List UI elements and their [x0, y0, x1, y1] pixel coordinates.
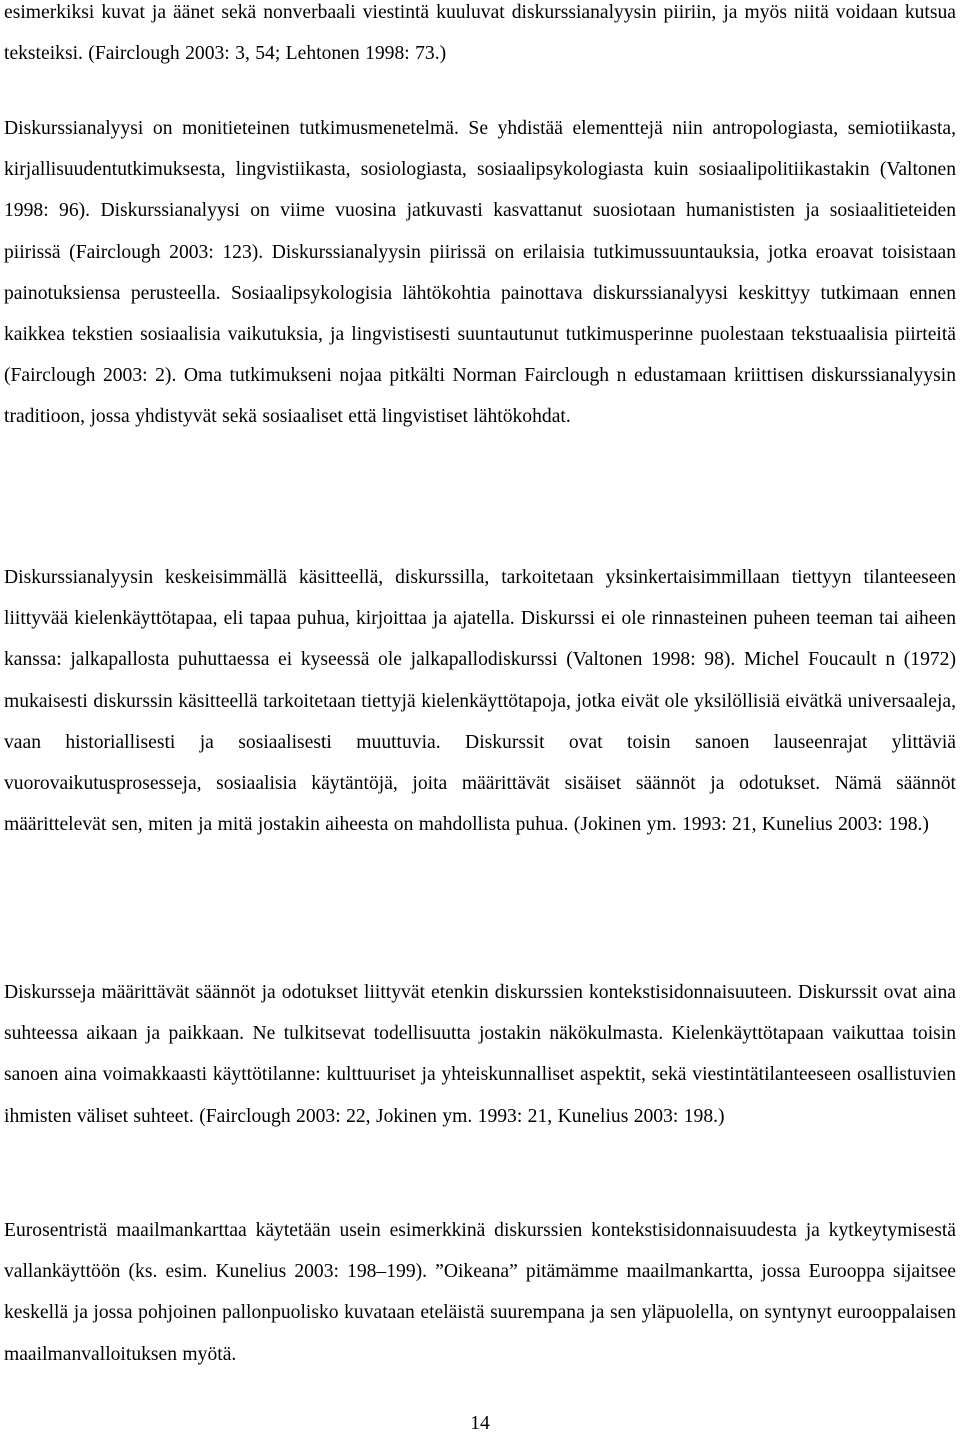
paragraph-discourse-analysis-method: Diskurssianalyysi on monitieteinen tutkimusmenetelmä. Se yhdistää elementtejä niin antropologiasta, semiotiikasta, kirjallisuudentutkimuksesta, lingvistiikasta, sosiologiasta, sosiaalipsykologiasta kuin sosiaalipolitiikastakin (Valtonen 1998: 96). Diskurssianalyysi on viime vuosina jatkuvasti kasvattanut suosiotaan humanististen ja sosiaalitieteiden piirissä (Fairclough 2003: 123). Diskurssianalyysin piirissä on erilaisia tutkimussuuntauksia, jotka eroavat toisistaan painotuksiensa perusteella. Sosiaalipsykologisia lähtökohtia painottava diskurssianalyysi keskittyy tutkimaan ennen kaikkea tekstien sosiaalisia vaikutuksia, ja lingvistisesti suuntautunut tutkimusperinne puolestaan tekstuaalisia piirteitä (Fairclough 2003: 2). Oma tutkimukseni nojaa pitkälti Norman Fairclough n edustamaan kriittisen diskurssianalyysin traditioon, jossa yhdistyvät sekä sosiaaliset että lingvistiset lähtökohdat.	[4, 118, 956, 428]
paragraph-continuation: esimerkiksi kuvat ja äänet sekä nonverbaali viestintä kuuluvat diskurssianalyysin piiriin, ja myös niitä voidaan kutsua teksteiksi. (Fairclough 2003: 3, 54; Lehtonen 1998: 73.)	[4, 2, 956, 65]
page-number: 14	[470, 1413, 490, 1434]
paragraph-discourse-rules: Diskursseja määrittävät säännöt ja odotukset liittyvät etenkin diskurssien kontekstisidonnaisuuteen. Diskurssit ovat aina suhteessa aikaan ja paikkaan. Ne tulkitsevat todellisuutta jostakin näkökulmasta. Kielenkäyttötapaan vaikuttaa toisin sanoen aina voimakkaasti käyttötilanne: kulttuuriset ja yhteiskunnalliset aspektit, sekä viestintätilanteeseen osallistuvien ihmisten väliset suhteet. (Fairclough 2003: 22, Jokinen ym. 1993: 21, Kunelius 2003: 198.)	[4, 982, 956, 1127]
paragraph-eurocentric-map: Eurosentristä maailmankarttaa käytetään usein esimerkkinä diskurssien kontekstisidonnaisuudesta ja kytkeytymisestä vallankäyttöön (ks. esim. Kunelius 2003: 198–199). ”Oikeana” pitämämme maailmankartta, jossa Eurooppa sijaitsee keskellä ja jossa pohjoinen pallonpuolisko kuvataan eteläistä suurempana ja sen yläpuolella, on syntynyt eurooppalaisen maailmanvalloituksen myötä.	[4, 1220, 956, 1365]
paragraph-discourse-concept: Diskurssianalyysin keskeisimmällä käsitteellä, diskurssilla, tarkoitetaan yksinkertaisimmillaan tiettyyn tilanteeseen liittyvää kielenkäyttötapaa, eli tapaa puhua, kirjoittaa ja ajatella. Diskurssi ei ole rinnasteinen puheen teeman tai aiheen kanssa: jalkapallosta puhuttaessa ei kyseessä ole jalkapallodiskurssi (Valtonen 1998: 98). Michel Foucault n (1972) mukaisesti diskurssin käsitteellä tarkoitetaan tiettyjä kielenkäyttötapoja, jotka eivät ole yksilöllisiä eivätkä universaaleja, vaan historiallisesti ja sosiaalisesti muuttuvia. Diskurssit ovat toisin sanoen lauseenrajat ylittäviä vuorovaikutusprosesseja, sosiaalisia käytäntöjä, joita määrittävät sisäiset säännöt ja odotukset. Nämä säännöt määrittelevät sen, miten ja mitä jostakin aiheesta on mahdollista puhua. (Jokinen ym. 1993: 21, Kunelius 2003: 198.)	[4, 567, 956, 836]
